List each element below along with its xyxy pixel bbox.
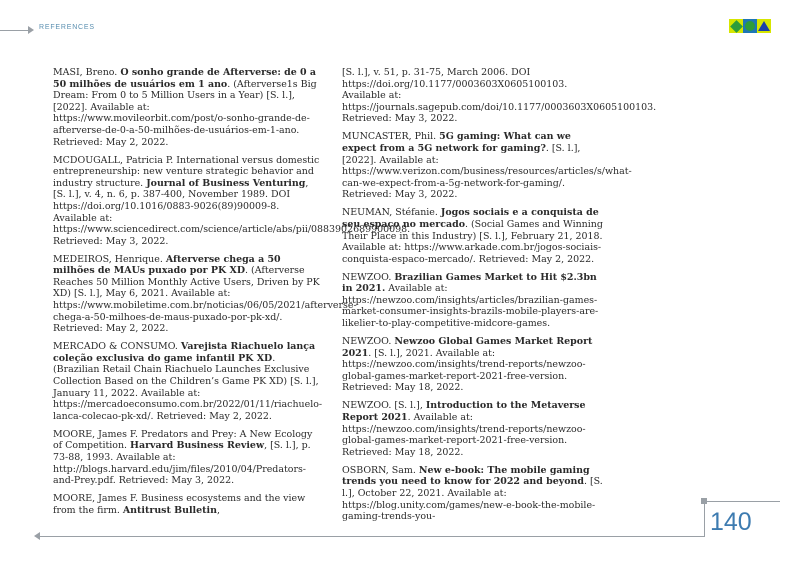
reference-author: NEWZOO. [342, 271, 395, 283]
page-number-rule [704, 501, 780, 502]
reference-author: MASI, Breno. [53, 67, 121, 78]
reference-author: MUNCASTER, Phil. [342, 131, 440, 143]
header-arrow-icon [28, 26, 34, 34]
circle-icon [745, 21, 755, 31]
section-label: REFERENCES [39, 24, 95, 31]
reference-rest: Available at: https://newzoo.com/insights/articles/brazilian-games-market-consumer-insights-brazils-mobile-players-are-likelier-to-play-competitive-midcore-games. [342, 283, 599, 330]
reference-rest: . (Brazilian Retail Chain Riachuelo Launches Exclusive Collection Based on the Children’s Game PK XD) [S. l.], January 11, 2022. Available at: https://mercadoeconsumo.com.br/2022/01/11/riachuelo-lanca-colecao-pk-xd/. Retrieved: May 2, 2022. [53, 352, 323, 422]
reference-title: 5G gaming: What can we expect from a 5G network for gaming? [342, 131, 571, 154]
reference-rest: . (Afterverse1s Big Dream: From 0 to 5 Million Users in a Year) [S. l.], [2022]. Available at: https://www.movileorbit.com/post/o-sonho-grande-de-afterverse-de-0-a-50-milhões-de-usuários-em-1-ano. Retrieved: May 2, 2022. [53, 78, 317, 148]
reference-entry [53, 429, 321, 487]
reference-rest: . [S. l.], [2022]. Available at: https://www.verizon.com/business/resources/articles/s/what-can-we-expect-from-a-5g-network-for-gaming/. Retrieved: May 3, 2022. [342, 142, 632, 201]
reference-rest: . (Afterverse Reaches 50 Million Monthly Active Users, Driven by PK XD) [S. l.], May 6, 2021. Available at: https://www.mobiletime.com.br/noticias/06/05/2021/afterverse-chega-a-50-milhoes-de-maus-puxado-por-pk-xd/. Retrieved: May 2, 2022. [53, 265, 357, 335]
reference-author: MOORE, James F. Predators and Prey: A New Ecology of Competition. [53, 428, 313, 452]
reference-author: MERCADO & CONSUMO. [53, 341, 181, 353]
reference-author: MOORE, James F. Business ecosystems and the view from the firm. [53, 493, 306, 516]
footer-arrow-icon [34, 532, 40, 540]
reference-rest: . [S. l.], October 22, 2021. Available at: https://blog.unity.com/games/new-e-book-the-mobile-gaming-trends-you- [342, 476, 603, 523]
reference-title: O sonho grande de Afterverse: de 0 a 50 milhões de usuários em 1 ano [53, 67, 317, 90]
page-number: 140 [710, 508, 752, 536]
reference-entry [342, 400, 604, 458]
reference-rest: . Available at: https://newzoo.com/insights/trend-reports/newzoo-global-games-market-report-2021-free-version. Retrieved: May 18, 2022. [342, 411, 586, 458]
reference-title: Journal of Business Venturing [146, 177, 306, 189]
reference-title: Jogos sociais e a conquista de seu espaço no mercado [342, 207, 599, 230]
reference-entry [342, 207, 604, 265]
reference-author: NEWZOO. [342, 336, 395, 348]
badge-cell [729, 19, 743, 33]
reference-rest: . (Social Games and Winning Their Place in this Industry) [S. l.], February 21, 2018. Available at: https://www.arkade.com.br/jogos-sociais-conquista-espaco-mercado/. Retrieved: May 2, 2022. [342, 218, 603, 265]
reference-rest: , [S. l.], p. 73-88, 1993. Available at: http://blogs.harvard.edu/jim/files/2010/04/Predators-and-Prey.pdf. Retrieved: May 3, 2022. [53, 440, 311, 487]
reference-author: MEDEIROS, Henrique. [53, 253, 166, 265]
reference-entry [342, 67, 657, 125]
reference-title: Afterverse chega a 50 milhões de MAUs puxado por PK XD [53, 253, 281, 277]
reference-title: Brazilian Games Market to Hit $2.3bn in 2021. [342, 271, 597, 295]
reference-title: Newzoo Global Games Market Report 2021 [342, 336, 593, 359]
reference-entry [53, 253, 357, 335]
reference-rest: . [S. l.], 2021. Available at: https://newzoo.com/insights/trend-reports/newzoo-global-games-market-report-2021-free-version. Retrieved: May 18, 2022. [342, 347, 586, 394]
reference-rest: , [216, 504, 220, 516]
reference-entry [53, 493, 321, 516]
reference-title: Varejista Riachuelo lança coleção exclusiva do game infantil PK XD [53, 341, 316, 364]
triangle-icon [758, 21, 770, 31]
reference-entry [342, 131, 632, 201]
page-number-divider [704, 501, 705, 537]
reference-title: New e-book: The mobile gaming trends you need to know for 2022 and beyond [342, 464, 590, 488]
badge-cell [757, 19, 771, 33]
reference-entry [342, 465, 604, 523]
reference-author: NEUMAN, Stéfanie. [342, 207, 441, 219]
reference-author: NEWZOO. [S. l.], [342, 400, 426, 412]
reference-rest: , [S. l.], v. 4, n. 6, p. 387-400, November 1989. DOI https://doi.org/10.1016/0883-9026(89)90009-8. Available at: https://www.sciencedirect.com/science/article/abs/pii/0883902689900098. Retrieved: May 3, 2022. [53, 177, 411, 247]
page-number-marker [701, 498, 707, 504]
footer-rule [36, 536, 704, 537]
logo-badge [729, 19, 771, 33]
badge-cell [743, 19, 757, 33]
reference-entry [53, 67, 321, 148]
reference-title: Antitrust Bulletin [122, 504, 217, 516]
header-rule [0, 30, 30, 31]
reference-entry [342, 272, 604, 330]
reference-title: Harvard Business Review [130, 440, 265, 452]
reference-title: Introduction to the Metaverse Report 2021 [342, 400, 586, 423]
reference-author: OSBORN, Sam. [342, 464, 419, 476]
reference-author: MCDOUGALL, Patricia P. International versus domestic entrepreneurship: new venture strategic behavior and industry structure. [53, 154, 320, 189]
reference-column-right [342, 67, 657, 529]
reference-rest: [S. l.], v. 51, p. 31-75, March 2006. DOI https://doi.org/10.1177/0003603X0605100103. Available at: https://journals.sagepub.com/doi/10.1177/0003603X0605100103. Retrieved: May 3, 2022. [342, 67, 657, 125]
reference-entry [53, 341, 321, 422]
reference-entry [342, 336, 604, 394]
diamond-icon [730, 20, 743, 33]
